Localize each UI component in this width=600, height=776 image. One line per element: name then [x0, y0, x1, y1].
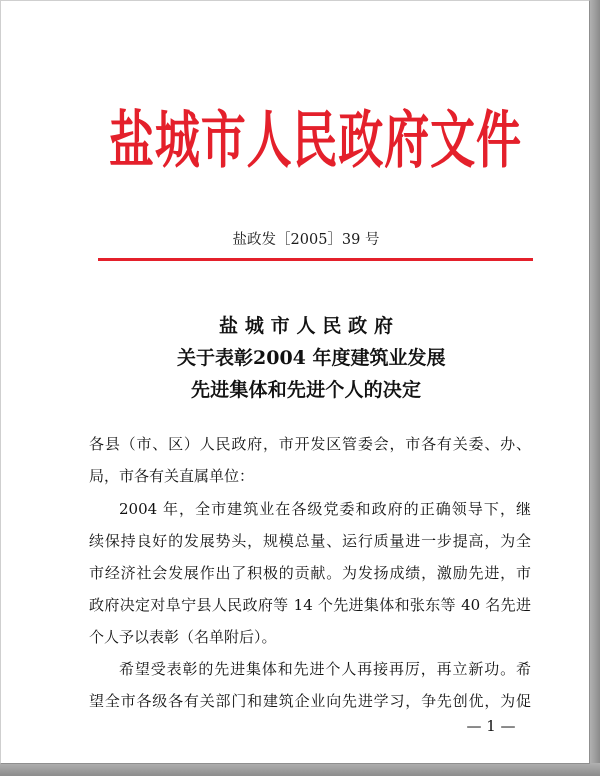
body-line-paragraph-2-2: 望全市各级各有关部门和建筑企业向先进学习，争先创优，为促	[89, 692, 531, 710]
body-line-paragraph-1-5: 个人予以表彰（名单附后）。	[89, 628, 277, 646]
body-line-paragraph-1-2: 续保持良好的发展势头，规模总量、运行质量进一步提高，为全	[89, 532, 531, 550]
document-heading-line-2: 关于表彰2004 年度建筑业发展	[177, 347, 446, 369]
header-red-divider	[98, 258, 533, 261]
document-heading-line-1: 盐城市人民政府	[219, 315, 393, 337]
document-number: 盐政发［2005］39 号	[232, 232, 380, 248]
body-line-paragraph-1-1: 2004 年，全市建筑业在各级党委和政府的正确领导下，继	[119, 500, 531, 518]
body-line-addressee-1: 各县（市、区）人民政府，市开发区管委会，市各有关委、办、	[89, 435, 531, 453]
body-line-paragraph-1-3: 市经济社会发展作出了积极的贡献。为发扬成绩，激励先进，市	[89, 564, 531, 582]
scan-shadow-bottom	[0, 763, 600, 776]
body-line-paragraph-2-1: 希望受表彰的先进集体和先进个人再接再厉，再立新功。希	[119, 660, 531, 678]
body-line-paragraph-1-4: 政府决定对阜宁县人民政府等 14 个先进集体和张东等 40 名先进	[89, 596, 531, 614]
body-line-addressee-2: 局，市各有关直属单位：	[89, 467, 255, 485]
document-header-title: 盐城市人民政府文件	[109, 103, 521, 177]
page-number: — 1 —	[466, 717, 516, 735]
document-heading-line-3: 先进集体和先进个人的决定	[191, 379, 421, 401]
scan-shadow-right	[589, 0, 600, 776]
